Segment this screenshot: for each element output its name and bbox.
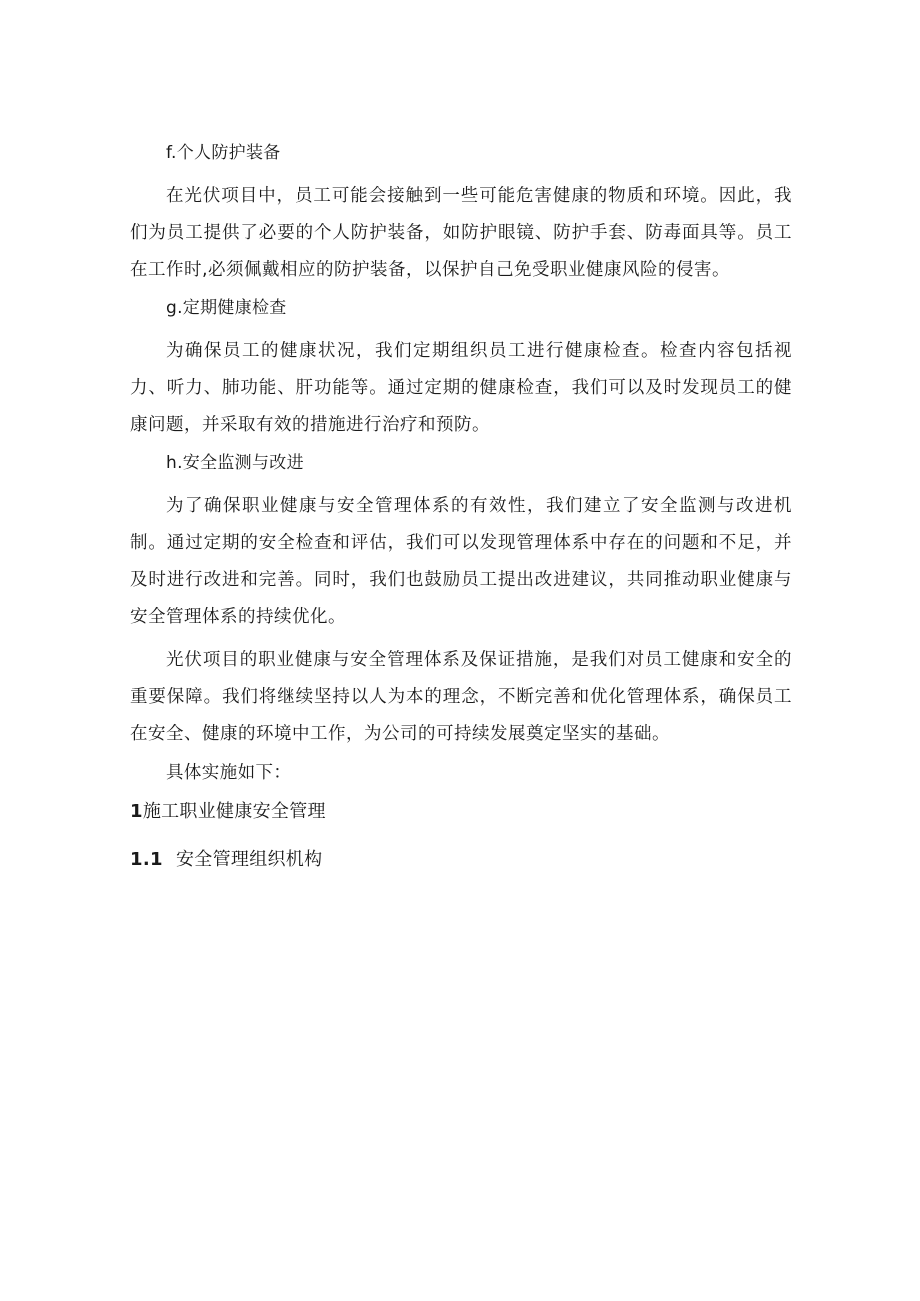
section-heading-h: h.安全监测与改进 <box>166 453 304 473</box>
section-body-h: 为了确保职业健康与安全管理体系的有效性，我们建立了安全监测与改进机制。通过定期的安全检查和评估，我们可以发现管理体系中存在的问题和不足，并及时进行改进和完善。同时，我们也鼓励员工提出改进建议，共同推动职业健康与安全管理体系的持续优化。 <box>130 496 792 627</box>
heading-level-2 <box>130 845 792 875</box>
section-heading-f: f.个人防护装备 <box>166 143 281 163</box>
heading-level-2-number: 1.1 <box>130 849 163 870</box>
section-heading-g: g.定期健康检查 <box>166 298 287 318</box>
heading-level-1-number: 1 <box>130 801 143 822</box>
document-body <box>130 140 792 875</box>
conclusion-paragraph: 光伏项目的职业健康与安全管理体系及保证措施，是我们对员工健康和安全的重要保障。我们将继续坚持以人为本的理念，不断完善和优化管理体系，确保员工在安全、健康的环境中工作，为公司的可持续发展奠定坚实的基础。 <box>130 650 792 744</box>
section-body-f: 在光伏项目中，员工可能会接触到一些可能危害健康的物质和环境。因此，我们为员工提供了必要的个人防护装备，如防护眼镜、防护手套、防毒面具等。员工在工作时,必须佩戴相应的防护装备，以保护自己免受职业健康风险的侵害。 <box>130 186 792 280</box>
heading-level-1 <box>130 797 792 827</box>
heading-level-1-title: 施工职业健康安全管理 <box>142 801 326 822</box>
section-body-g: 为确保员工的健康状况，我们定期组织员工进行健康检查。检查内容包括视力、听力、肺功能、肝功能等。通过定期的健康检查，我们可以及时发现员工的健康问题，并采取有效的措施进行治疗和预防。 <box>130 341 792 435</box>
intro-line: 具体实施如下： <box>166 763 292 783</box>
heading-level-2-title: 安全管理组织机构 <box>176 849 323 870</box>
